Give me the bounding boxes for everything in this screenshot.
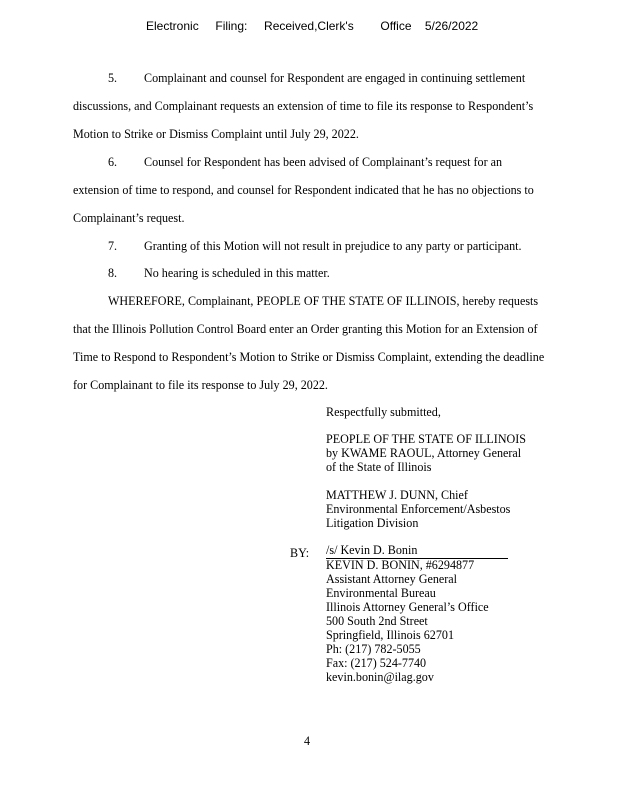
- para-6-line-2: extension of time to respond, and counsel for Respondent indicated that he has no objections to: [73, 183, 534, 197]
- party-state: of the State of Illinois: [326, 460, 432, 474]
- para-5-number: 5.: [108, 71, 118, 85]
- para-6-line-1: [108, 155, 502, 169]
- para-8-text: No hearing is scheduled in this matter.: [144, 266, 330, 280]
- para-5-line-3: Motion to Strike or Dismiss Complaint until July 29, 2022.: [73, 127, 359, 141]
- chief-division-2: Litigation Division: [326, 516, 419, 530]
- para-6-text: Counsel for Respondent has been advised of Complainant’s request for an: [144, 155, 503, 169]
- wherefore-line-1: WHEREFORE, Complainant, PEOPLE OF THE STATE OF ILLINOIS, hereby requests: [108, 294, 539, 308]
- signer-fax: Fax: (217) 524-7740: [326, 656, 427, 670]
- para-5-line-2: discussions, and Complainant requests an extension of time to file its response to Respondent’s: [73, 99, 534, 113]
- signer-name: KEVIN D. BONIN, #6294877: [326, 558, 475, 572]
- chief-division: Environmental Enforcement/Asbestos: [326, 502, 511, 516]
- electronic-signature: /s/ Kevin D. Bonin: [326, 543, 418, 557]
- wherefore-line-3: Time to Respond to Respondent’s Motion to Strike or Dismiss Complaint, extending the deadline: [73, 350, 545, 364]
- signer-street: 500 South 2nd Street: [326, 614, 428, 628]
- para-7-number: 7.: [108, 239, 118, 253]
- party-name: PEOPLE OF THE STATE OF ILLINOIS: [326, 432, 527, 446]
- signer-title: Assistant Attorney General: [326, 572, 457, 586]
- para-6-line-3: Complainant’s request.: [73, 211, 185, 225]
- para-7-text: Granting of this Motion will not result in prejudice to any party or participant.: [144, 239, 522, 253]
- closing: Respectfully submitted,: [326, 405, 441, 419]
- para-6-number: 6.: [108, 155, 118, 169]
- para-5-text: Complainant and counsel for Respondent are engaged in continuing settlement: [144, 71, 526, 85]
- wherefore-line-2: that the Illinois Pollution Control Board enter an Order granting this Motion for an Extension of: [73, 322, 538, 336]
- signer-email: kevin.bonin@ilag.gov: [326, 670, 434, 684]
- signer-city: Springfield, Illinois 62701: [326, 628, 454, 642]
- signer-phone: Ph: (217) 782-5055: [326, 642, 421, 656]
- chief-name: MATTHEW J. DUNN, Chief: [326, 488, 468, 502]
- by-label: BY:: [290, 546, 310, 560]
- signer-bureau: Environmental Bureau: [326, 586, 436, 600]
- wherefore-line-4: for Complainant to file its response to July 29, 2022.: [73, 378, 328, 392]
- party-attorney-general: by KWAME RAOUL, Attorney General: [326, 446, 522, 460]
- para-8: [108, 266, 330, 280]
- signer-office: Illinois Attorney General’s Office: [326, 600, 489, 614]
- page-number: 4: [304, 734, 311, 748]
- para-5-line-1: [108, 71, 525, 85]
- electronic-filing-header: Electronic Filing: Received,Clerk's Office 5/26/2022: [146, 19, 479, 33]
- para-7: [108, 239, 522, 253]
- para-8-number: 8.: [108, 266, 118, 280]
